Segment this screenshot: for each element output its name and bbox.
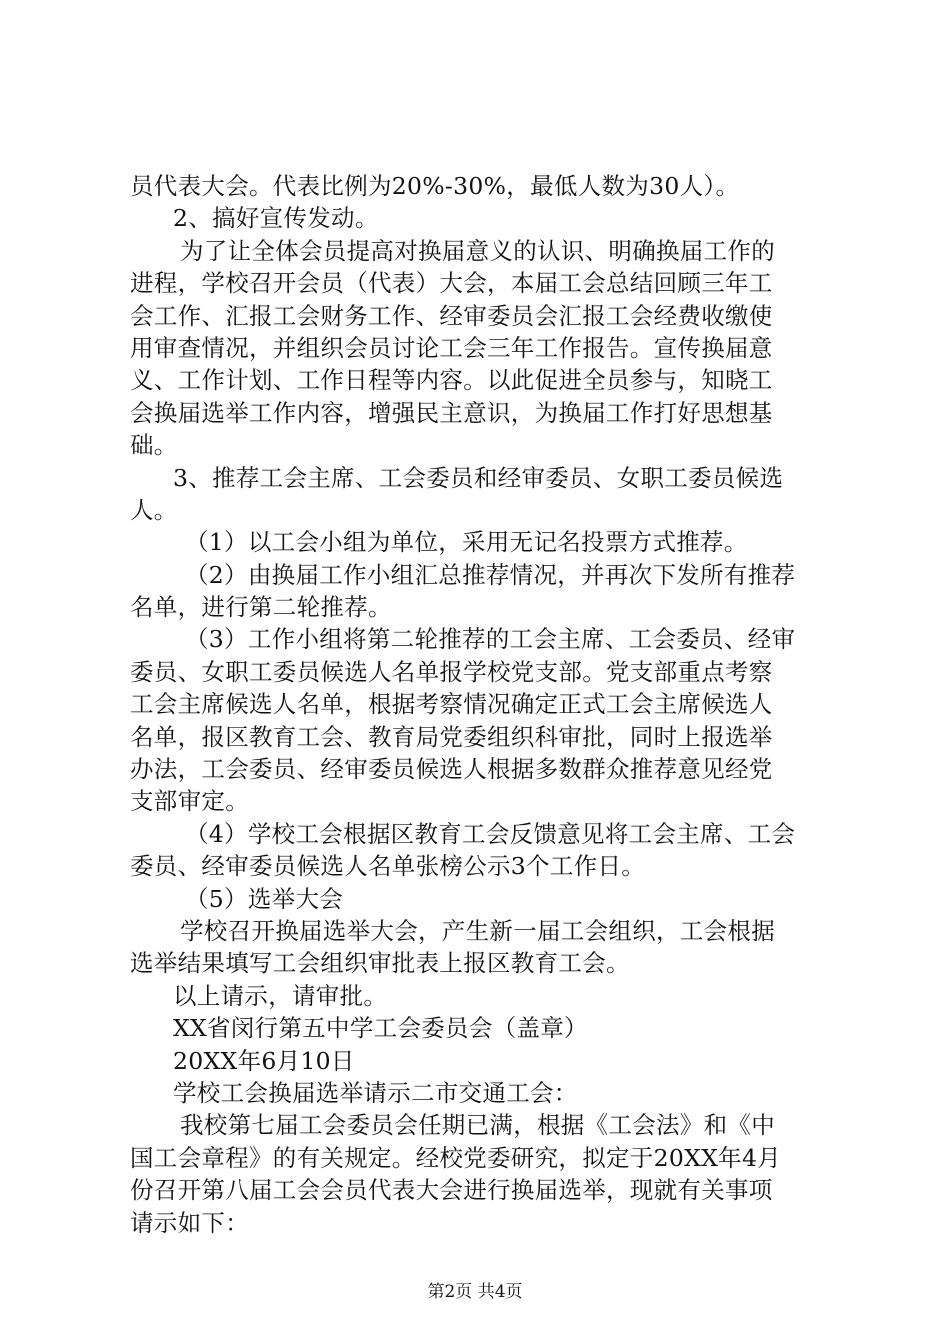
- text-line: （2）由换届工作小组汇总推荐情况，并再次下发所有推荐: [185, 560, 796, 589]
- text-line: （5）选举大会: [185, 884, 344, 913]
- page-number: 第2页 共4页: [427, 1282, 523, 1302]
- text-line: （1）以工会小组为单位，采用无记名投票方式推荐。: [185, 528, 748, 557]
- text-line: 以上请示，请审批。: [173, 981, 388, 1010]
- document-body: [130, 170, 830, 1239]
- text-line: 进程，学校召开会员（代表）大会，本届工会总结回顾三年工: [130, 269, 773, 298]
- text-line: 委员、经审委员候选人名单张榜公示3个工作日。: [130, 852, 646, 881]
- text-line: 份召开第八届工会会员代表大会进行换届选举，现就有关事项: [130, 1176, 773, 1205]
- text-line: 支部审定。: [130, 787, 249, 816]
- text-line: 20XX年6月10日: [173, 1046, 355, 1075]
- text-line: 会工作、汇报工会财务工作、经审委员会汇报工会经费收缴使: [130, 301, 773, 330]
- text-line: 办法，工会委员、经审委员候选人根据多数群众推荐意见经党: [130, 755, 773, 784]
- text-line: 名单，进行第二轮推荐。: [130, 593, 392, 622]
- text-line: 我校第七届工会委员会任期已满，根据《工会法》和《中: [180, 1111, 775, 1140]
- text-line: 国工会章程》的有关规定。经校党委研究，拟定于20XX年4月: [130, 1143, 782, 1172]
- text-line: 员代表大会。代表比例为20%-30%，最低人数为30人）。: [130, 172, 740, 200]
- text-line: 为了让全体会员提高对换届意义的认识、明确换届工作的: [180, 236, 775, 265]
- text-line: 3、推荐工会主席、工会委员和经审委员、女职工委员候选: [173, 463, 784, 492]
- text-line: 学校召开换届选举大会，产生新一届工会组织，工会根据: [180, 916, 775, 945]
- text-line: 人。: [130, 495, 178, 524]
- text-line: 础。: [130, 431, 178, 460]
- text-line: （3）工作小组将第二轮推荐的工会主席、工会委员、经审: [185, 625, 796, 654]
- text-line: 义、工作计划、工作日程等内容。以此促进全员参与，知晓工: [130, 366, 773, 395]
- text-line: 会换届选举工作内容，增强民主意识，为换届工作打好思想基: [130, 398, 773, 427]
- text-line: 学校工会换届选举请示二市交通工会：: [173, 1078, 578, 1107]
- text-line: 用审查情况，并组织会员讨论工会三年工作报告。宣传换届意: [130, 333, 773, 362]
- text-line: 委员、女职工委员候选人名单报学校党支部。党支部重点考察: [130, 657, 773, 686]
- text-line: 名单，报区教育工会、教育局党委组织科审批，同时上报选举: [130, 722, 773, 751]
- text-line: XX省闵行第五中学工会委员会（盖章）: [173, 1014, 588, 1043]
- text-line: 请示如下：: [130, 1208, 249, 1237]
- text-line: 2、搞好宣传发动。: [173, 204, 379, 233]
- text-line: 选举结果填写工会组织审批表上报区教育工会。: [130, 949, 630, 978]
- text-line: （4）学校工会根据区教育工会反馈意见将工会主席、工会: [185, 819, 796, 848]
- text-line: 工会主席候选人名单，根据考察情况确定正式工会主席候选人: [130, 690, 773, 719]
